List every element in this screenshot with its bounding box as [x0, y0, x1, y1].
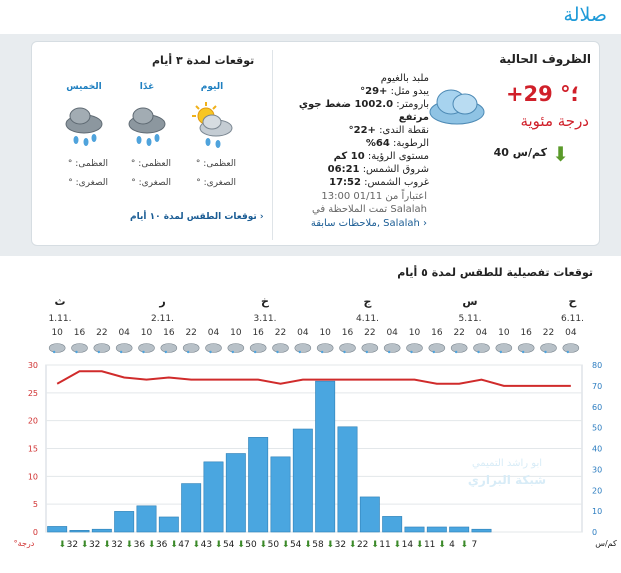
precip-bar — [450, 527, 469, 532]
hour-label: 04 — [297, 328, 309, 338]
cloud-slot-icon — [340, 344, 356, 353]
precip-bar — [249, 437, 268, 532]
cloud-slot-icon — [94, 344, 110, 353]
cloud-slot-icon — [518, 344, 534, 353]
day-date: 6.11. — [561, 314, 584, 324]
wind-value: 47 — [178, 540, 190, 550]
detail-row: يبدو مثل: +29° — [360, 86, 429, 97]
forecast-day-today[interactable]: اليوم العظمى: ° الصغرى: ° — [182, 82, 242, 192]
cloud-slot-icon — [161, 344, 177, 353]
wind-arrow: ⬇ — [237, 540, 245, 550]
wind-value: 32 — [111, 540, 123, 550]
city-title: صلالة — [563, 4, 607, 26]
cloud-slot-icon — [206, 344, 222, 353]
wind-value: 36 — [133, 540, 146, 550]
wind-value: 11 — [379, 540, 391, 550]
right-axis-tick: 80 — [592, 361, 603, 370]
day-letter: ج — [363, 295, 372, 308]
hour-label: 16 — [163, 328, 175, 338]
day-letter: ح — [568, 295, 577, 308]
wind-arrow: ⬇ — [393, 540, 402, 550]
rain-drop-icon — [165, 351, 167, 353]
rain-drop-icon — [477, 351, 479, 353]
forecast-day-tomorrow[interactable]: غدًا العظمى: ° الصغرى: ° — [117, 82, 177, 192]
rain-drop-icon — [75, 351, 77, 353]
precip-bar — [182, 484, 201, 532]
wind-value: 4 — [449, 540, 455, 550]
day-date: 3.11. — [253, 314, 277, 324]
wind-value: 50 — [267, 540, 280, 550]
detail-row: شروق الشمس: 06:21 — [327, 164, 429, 175]
rain-drop-icon — [254, 351, 256, 353]
rain-drop-icon — [187, 351, 189, 353]
precip-bar — [271, 457, 290, 532]
rain-drop-icon — [410, 351, 412, 353]
wind-value: 7 — [471, 540, 478, 550]
detail-row: ملبد بالغيوم — [380, 73, 429, 84]
wind-value: 22 — [356, 540, 369, 550]
cloud-slot-icon — [250, 344, 266, 353]
previous-observations-link[interactable]: ملاحظات سابقة, Salalah › — [310, 218, 427, 229]
day-date: 1.11. — [48, 314, 72, 324]
hour-label: 10 — [498, 328, 510, 338]
precip-bar — [137, 506, 156, 532]
hour-label: 16 — [252, 328, 264, 338]
hour-label: 10 — [230, 328, 242, 338]
precip-bar — [48, 526, 67, 532]
left-axis-tick: 25 — [27, 388, 38, 398]
rain-drop-icon — [500, 351, 502, 353]
wind-arrow: ⬇ — [371, 540, 379, 550]
right-axis-tick: 50 — [592, 423, 603, 433]
right-axis-tick: 70 — [592, 381, 603, 391]
wind-value: 32 — [66, 540, 79, 550]
wind-arrow: ⬇ — [80, 540, 89, 550]
rain-drop-icon — [53, 351, 55, 353]
rain-drop-icon — [544, 351, 546, 353]
wind-arrow: ⬇ — [460, 540, 469, 550]
wind-arrow: ⬇ — [103, 540, 111, 550]
rain-drop-icon — [232, 351, 234, 353]
wind-value: 14 — [401, 540, 414, 550]
precip-bar — [204, 462, 223, 532]
watermark-line1: ابو راشد التميمي — [471, 458, 543, 469]
hour-label: 04 — [386, 328, 398, 338]
left-axis-tick: 30 — [27, 361, 38, 370]
rain-drop-icon — [276, 351, 278, 353]
panel-divider — [272, 50, 273, 240]
precip-bar — [70, 530, 89, 532]
hour-label: 10 — [408, 328, 421, 338]
hour-label: 04 — [207, 328, 220, 338]
cloud-slot-icon — [49, 344, 65, 353]
rain-drop-icon — [98, 351, 100, 353]
current-unit: درجة مئوية — [520, 112, 589, 130]
cloud-slot-icon — [451, 344, 467, 353]
precip-bar — [383, 516, 402, 532]
hour-label: 22 — [542, 328, 555, 338]
rain-drop-icon — [209, 351, 211, 353]
day-letter: س — [462, 295, 478, 308]
hour-label: 16 — [73, 328, 86, 338]
right-axis-tick: 40 — [592, 444, 603, 454]
rain-drop-icon — [522, 351, 524, 353]
hour-label: 22 — [364, 328, 376, 338]
current-conditions-panel — [31, 41, 600, 246]
precip-bar — [360, 497, 379, 532]
right-axis-tick: 60 — [592, 402, 603, 412]
wind-value: 32 — [334, 540, 347, 550]
forecast3-title: توقعات لمدة ٣ أيام — [152, 54, 255, 67]
cloud-slot-icon — [72, 344, 88, 353]
day-date: 2.11. — [151, 314, 174, 324]
rain-drop-icon — [321, 351, 323, 353]
wind-arrow: ⬇ — [214, 540, 223, 550]
left-axis-tick: 20 — [27, 416, 38, 426]
wind-value: 50 — [245, 540, 257, 550]
cloud-slot-icon — [317, 344, 333, 353]
right-axis-tick: 0 — [592, 528, 598, 537]
current-temp: +29 °؛ — [505, 82, 579, 106]
wind-arrow: ⬇ — [58, 540, 67, 550]
wind-value: 36 — [155, 540, 168, 550]
cloud-slot-icon — [228, 344, 244, 353]
cloud-slot-icon — [563, 344, 579, 353]
bottom-axis-label: كم/س — [595, 539, 617, 548]
current-title: الظروف الحالية — [499, 52, 591, 66]
wind-value: 54 — [289, 540, 302, 550]
chart-title: توقعات تفصيلية للطقس لمدة ٥ أيام — [397, 266, 593, 279]
day-letter: ر — [159, 295, 166, 308]
hour-label: 04 — [118, 328, 130, 338]
left-axis-tick: 5 — [32, 500, 38, 510]
cloud-icon — [427, 86, 487, 130]
detail-row: نقطة الندى: +22° — [348, 125, 429, 136]
hour-label: 10 — [319, 328, 331, 338]
ten-day-forecast-link[interactable]: توقعات الطقس لمدة ١٠ أيام › — [130, 212, 264, 222]
wind-arrow: ⬇ — [192, 540, 201, 550]
left-axis-label: °درجة — [13, 539, 35, 548]
wind-arrow: ⬇ — [170, 540, 178, 550]
wind-arrow: ⬇ — [281, 540, 290, 550]
precip-bar — [293, 429, 312, 532]
rain-drop-icon — [120, 351, 122, 353]
day-letter: خ — [261, 295, 269, 308]
cloud-slot-icon — [183, 344, 199, 353]
rain-drop-icon — [567, 351, 569, 353]
precip-bar — [226, 454, 245, 532]
hour-label: 04 — [565, 328, 577, 338]
wind-direction-icon: ⬇ — [552, 142, 569, 166]
header-bar — [0, 0, 621, 34]
cloud-slot-icon — [496, 344, 512, 353]
cloud-slot-icon — [116, 344, 132, 353]
day-letter: ث — [54, 295, 66, 308]
forecast-chart — [0, 256, 621, 573]
detailed-forecast-panel — [0, 256, 621, 573]
cloud-slot-icon — [407, 344, 423, 353]
rain-drop-icon — [455, 351, 457, 353]
hour-label: 22 — [274, 328, 287, 338]
wind-arrow: ⬇ — [259, 540, 268, 550]
cloud-slot-icon — [362, 344, 378, 353]
cloud-slot-icon — [273, 344, 289, 353]
cloud-slot-icon — [541, 344, 557, 353]
wind-speed: 40 كم/س — [493, 146, 547, 159]
rain-drop-icon — [142, 351, 144, 353]
left-axis-tick: 15 — [27, 444, 38, 454]
wind-arrow: ⬇ — [147, 540, 156, 550]
wind-arrow: ⬇ — [125, 540, 134, 550]
left-axis-tick: 0 — [32, 528, 38, 537]
detail-row: الرطوبة: 64% — [365, 138, 429, 149]
day-date: 4.11. — [356, 314, 379, 324]
wind-value: 58 — [312, 540, 324, 550]
wind-arrow: ⬇ — [326, 540, 335, 550]
rain-drop-icon — [343, 351, 345, 353]
hour-label: 04 — [475, 328, 488, 338]
wind-value: 32 — [88, 540, 101, 550]
hour-label: 16 — [341, 328, 354, 338]
hour-label: 22 — [96, 328, 108, 338]
forecast-day-thursday[interactable]: الخميس العظمى: ° الصغرى: ° — [54, 82, 114, 192]
hour-label: 16 — [520, 328, 532, 338]
wind-arrow: ⬇ — [348, 540, 357, 550]
rain-drop-icon — [366, 351, 368, 353]
wind-arrow: ⬇ — [415, 540, 424, 550]
detail-row: بارومتر: 1002.0 ضغط جوي مرتفع — [298, 99, 429, 123]
hour-label: 22 — [453, 328, 465, 338]
wind-value: 54 — [222, 540, 235, 550]
observation-info: اعتباراً من 01/11 13:00 تمت الملاحظة في Salalah — [312, 191, 427, 215]
detail-row: غروب الشمس: 17:52 — [329, 177, 429, 188]
day-date: 5.11. — [458, 314, 482, 324]
wind-arrow: ⬇ — [304, 540, 312, 550]
detail-row: مستوى الرؤية: 10 كم — [333, 151, 429, 162]
wind-arrow: ⬇ — [438, 540, 446, 550]
hour-label: 22 — [185, 328, 197, 338]
precip-bar — [92, 529, 111, 532]
precip-bar — [427, 527, 446, 532]
precip-bar — [338, 427, 357, 532]
precip-bar — [159, 517, 178, 532]
cloud-slot-icon — [384, 344, 400, 353]
left-axis-tick: 10 — [27, 472, 38, 482]
cloud-slot-icon — [474, 344, 490, 353]
current-details — [271, 72, 429, 189]
hour-label: 16 — [431, 328, 443, 338]
rain-drop-icon — [433, 351, 435, 353]
cloud-slot-icon — [429, 344, 445, 353]
precip-bar — [472, 529, 491, 532]
watermark-line2: شبكة البراري — [467, 473, 547, 487]
right-axis-tick: 30 — [592, 465, 603, 475]
precip-bar — [115, 511, 134, 532]
precip-bar — [316, 381, 335, 532]
right-axis-tick: 20 — [592, 486, 603, 496]
right-axis-tick: 10 — [592, 507, 603, 517]
rain-drop-icon — [388, 351, 390, 353]
precip-bar — [405, 527, 424, 532]
wind-value: 11 — [423, 540, 436, 550]
cloud-slot-icon — [139, 344, 155, 353]
rain-drop-icon — [299, 351, 301, 353]
cloud-rain-icon — [117, 102, 177, 154]
wind-value: 43 — [200, 540, 213, 550]
cloud-rain-icon — [54, 102, 114, 154]
sun-cloud-rain-icon — [182, 102, 242, 154]
hour-label: 10 — [140, 328, 153, 338]
hour-label: 10 — [51, 328, 63, 338]
cloud-slot-icon — [295, 344, 311, 353]
